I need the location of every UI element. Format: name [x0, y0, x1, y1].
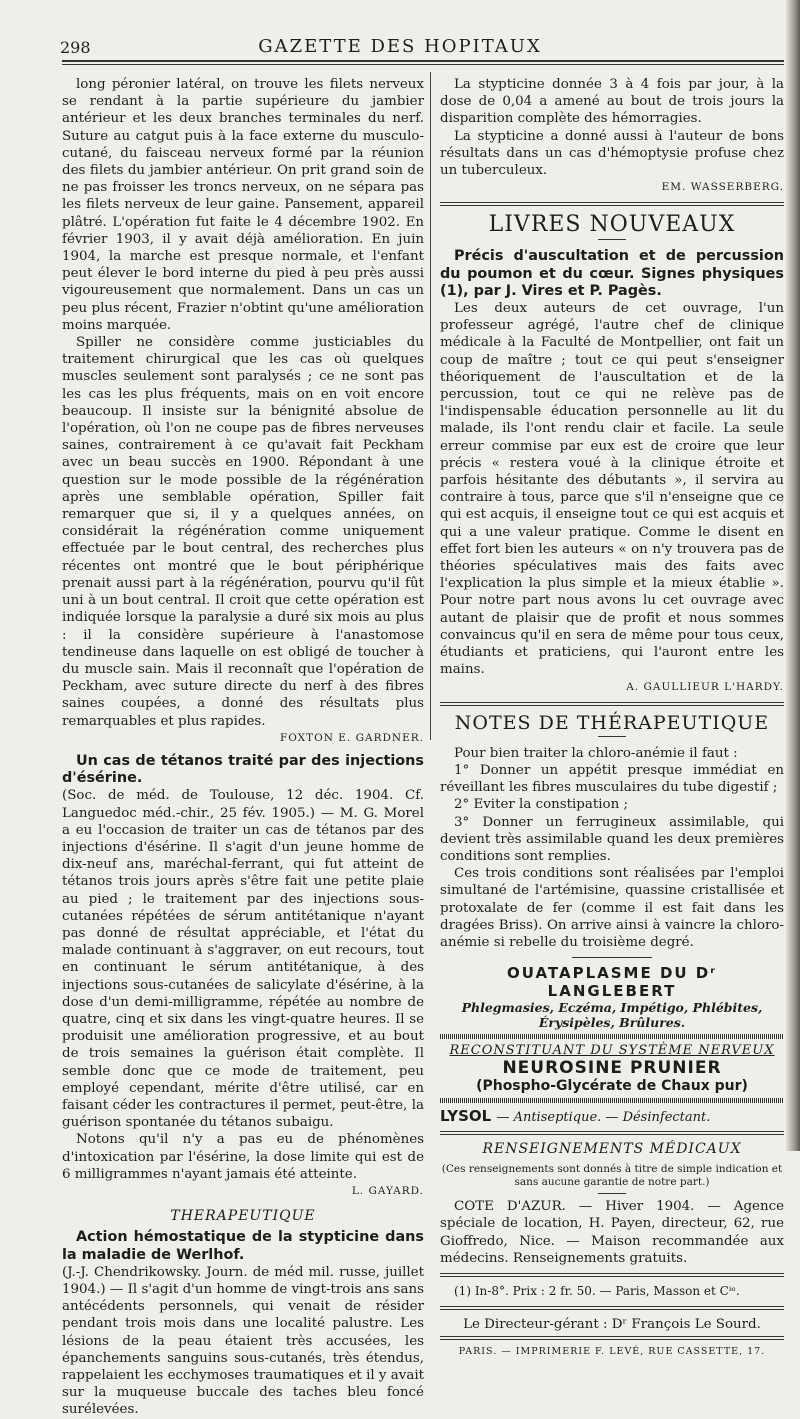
section-divider [440, 702, 784, 706]
signature: EM. WASSERBERG. [661, 181, 784, 194]
section-heading-renseignements: RENSEIGNEMENTS MÉDICAUX [482, 1141, 742, 1158]
advert-lysol-name: LYSOL [440, 1107, 492, 1126]
advert-lysol [440, 1107, 784, 1125]
signature: FOXTON E. GARDNER. [279, 731, 424, 744]
book-heading: Précis d'auscultation et de percussion du poumon et du cœur. Signes physiques (1), par J. Vires et P. Pagès. [440, 248, 784, 299]
paragraph: Les deux auteurs de cet ouvrage, l'un professeur agrégé, l'autre chef de clinique médicale à la Faculté de Montpellier, ont fait un coup de maître ; tout ce qui peut s'enseigner théoriquement de l'auscultation et de la percussion, tout ce qui ne relève pas de l'indispensable éducation personnelle au lit du malade, ils l'ont rendu clair et facile. La seule erreur commise par eux est de croire que leur précis « restera voué à la clinique étroite et parfois hésitante des débutants », il servira au contraire à tous, parce que s'il n'enseigne que ce qui est acquis, il enseigne tout ce qui est acquis et qui a une valeur pratique. Comme le disent en effet fort bien les auteurs « on n'y trouvera pas de théories spéculatives mais des faits avec l'explication la plus simple et la mieux établie ». Pour notre part nous avons lu cet ouvrage avec autant de plaisir que de profit et nous sommes convaincus qu'il en sera de même pour tous ceux, étudiants et praticiens, qui l'auront entre les mains. [440, 301, 784, 678]
signature: L. GAYARD. [351, 1185, 424, 1197]
short-rule [572, 957, 652, 958]
advert-lysol-desc: — Antiseptique. — Désinfectant. [496, 1110, 711, 1126]
section-divider [440, 1131, 784, 1135]
short-rule [598, 736, 626, 737]
article-heading: Action hémostatique de la stypticine dans la maladie de Werlhof. [62, 1229, 424, 1263]
advert-neurosine [440, 1043, 784, 1094]
advert-ouataplasme-sub: Phlegmasies, Eczéma, Impétigo, Phlébites, Érysipèles, Brûlures. [461, 1000, 763, 1031]
short-rule [598, 239, 626, 240]
short-rule [598, 1193, 626, 1194]
paragraph: Spiller ne considère comme justiciables du traitement chirurgical que les cas où quelques muscles seulement sont paralysés ; ce ne sont pas les cas les plus fréquents, mais on en voit encore beaucoup. Il insiste sur la bénignité absolue de l'opération, où l'on ne coupe pas de fibres nerveuses saines, contrairement à ce qu'avait fait Peckham avec un beau succès en 1900. Répondant à une question sur le mode possible de la régénération après une semblable opération, Spiller fait remarquer que si, il y a quelques années, on considérait la régénération comme uniquement effectuée par le bout central, des recherches plus récentes ont montré que le bout périphérique prenait aussi part à la régénération, pourvu qu'il fût uni à un bout central. Il croit que cette opération est indiquée lorsque la paralysie a duré six mois au plus : il la considère supérieure à l'anastomose tendineuse dans laquelle on est obligé de toucher à du muscle sain. Mais il reconnaît que l'opération de Peckham, avec suture directe du nerf à des fibres saines coupées, a donné des résultats plus remarquables et plus rapides. [62, 335, 424, 729]
section-divider [440, 1336, 784, 1340]
section-divider [440, 202, 784, 206]
running-head: GAZETTE DES HOPITAUX [258, 36, 542, 57]
footnote: (1) In-8°. Prix : 2 fr. 50. — Paris, Masson et Cⁱᵉ. [454, 1283, 740, 1298]
article-title [62, 753, 424, 787]
header-rule-thin [62, 64, 784, 65]
article-heading: Un cas de tétanos traité par des injections d'ésérine. [62, 752, 424, 787]
imprimerie: PARIS. — IMPRIMERIE F. LEVÉ, RUE CASSETTE, 17. [458, 1346, 766, 1358]
paragraph: long péronier latéral, on trouve les filets nerveux se rendant à la partie supérieure du jambier antérieur et les deux branches terminales du nerf. Suture au catgut puis à la face externe du musculo-cutané, du faisceau nerveux formé par la réunion des filets du jambier antérieur. On prit grand soin de ne pas froisser les troncs nerveux, on ne sépara pas les filets nerveux de leur gaine. Pansement, appareil plâtré. L'opération fut faite le 4 décembre 1902. En février 1903, il y avait déjà amélioration. En juin 1904, la marche est presque normale, et l'enfant peut élever le bord interne du pied à peu près aussi vigoureusement que normalement. Dans un cas un peu plus récent, Frazier n'obtint qu'une amélioration moins marquée. [62, 77, 424, 333]
advert-neurosine-tagline: RECONSTITUANT DU SYSTÈME NERVEUX [449, 1043, 775, 1059]
article-title [62, 1229, 424, 1263]
paragraph: (J.-J. Chendrikowsky. Journ. de méd mil. russe, juillet 1904.) — Il s'agit d'un homme de vingt-trois ans sans antécédents personnels, qui venait de résider pendant trois mois dans une localité palustre. Les lésions de la peau étaient très accusées, les épanchements sanguins sous-cutanés, très étendus, rappelaient les ecchymoses traumatiques et il y avait sur la muqueuse buccale des taches bleu foncé surélevées. [62, 1264, 424, 1418]
hatched-rule [440, 1098, 784, 1103]
advert-neurosine-name: NEUROSINE PRUNIER [502, 1058, 722, 1079]
directeur-gerant: Le Directeur-gérant : Dʳ François Le Sourd. [463, 1317, 761, 1333]
header-rule [62, 60, 784, 62]
paragraph: Ces trois conditions sont réalisées par l'emploi simultané de l'artémisine, quassine cristallisée et protoxalate de fer (comme il est fait dans les dragées Briss). On arrive ainsi à vaincre la chloro-anémie si rebelle du troisième degré. [440, 866, 784, 950]
paragraph: Pour bien traiter la chloro-anémie il faut : [454, 745, 738, 761]
renseignements-note: (Ces renseignements sont donnés à titre de simple indication et sans aucune garantie de notre part.) [441, 1163, 783, 1189]
list-item: 1° Donner un appétit presque immédiat en réveillant les fibres musculaires du tube digestif ; [440, 762, 784, 796]
paragraph: La stypticine donnée 3 à 4 fois par jour, à la dose de 0,04 a amené au bout de trois jours la disparition complète des hémorragies. [440, 77, 784, 127]
section-heading-therapeutique: THERAPEUTIQUE [170, 1208, 316, 1225]
section-heading-notes: NOTES DE THÉRAPEUTIQUE [454, 711, 770, 734]
advert-ouataplasme: OUATAPLASME DU Dʳ LANGLEBERT [507, 964, 717, 1001]
section-heading-livres: LIVRES NOUVEAUX [488, 212, 736, 238]
signature: A. GAULLIEUR L'HARDY. [626, 680, 784, 693]
list-item: 3° Donner un ferrugineux assimilable, qui devient très assimilable quand les deux premières conditions sont remplies. [440, 814, 784, 864]
list-item: 2° Eviter la constipation ; [454, 797, 628, 813]
book-title [440, 248, 784, 300]
paragraph: Notons qu'il n'y a pas eu de phénomènes d'intoxication par l'ésérine, la dose limite qui est de 6 milligrammes n'ayant jamais été atteinte. [62, 1132, 424, 1182]
section-divider [440, 1306, 784, 1310]
hatched-rule [440, 1034, 784, 1039]
paragraph: La stypticine a donné aussi à l'auteur de bons résultats dans un cas d'hémoptysie profuse chez un tuberculeux. [440, 128, 784, 179]
paragraph: COTE D'AZUR. — Hiver 1904. — Agence spéciale de location, H. Payen, directeur, 62, rue Gioffredo, Nice. — Maison recommandée aux médecins. Renseignements gratuits. [440, 1199, 784, 1266]
page-edge-shadow [786, 0, 800, 1151]
page-number: 298 [60, 38, 91, 57]
paragraph: (Soc. de méd. de Toulouse, 12 déc. 1904. Cf. Languedoc méd.-chir., 25 fév. 1905.) — M. G. Morel a eu l'occasion de traiter un cas de tétanos par des injections d'ésérine. Il s'agit d'un jeune homme de dix-neuf ans, maréchal-ferrant, qui fut atteint de tétanos trois jours après s'être fait une petite plaie au pied ; le traitement par des injections sous-cutanées répétées de sérum antitétanique n'ayant pas donné de résultat appréciable, et l'état du malade continuant à s'aggraver, on eut recours, tout en continuant le sérum antitétanique, à des injections sous-cutanées de salicylate d'ésérine, à la dose d'un demi-milligramme, répétée au nombre de quatre, cinq et six dans les vingt-quatre heures. Il se produisit une amélioration progressive, et au bout de trois semaines la guérison était complète. Il semble donc que ce mode de traitement, peu employé cependant, mérite d'être utilisé, car en faisant céder les contractures il permet, peut-être, la guérison spontanée du tétanos subaigu. [62, 788, 424, 1131]
right-column [440, 76, 784, 1361]
section-divider [440, 1273, 784, 1277]
advert-neurosine-sub: (Phospho-Glycérate de Chaux pur) [476, 1078, 748, 1095]
left-column [62, 76, 424, 1419]
column-divider [430, 72, 431, 740]
